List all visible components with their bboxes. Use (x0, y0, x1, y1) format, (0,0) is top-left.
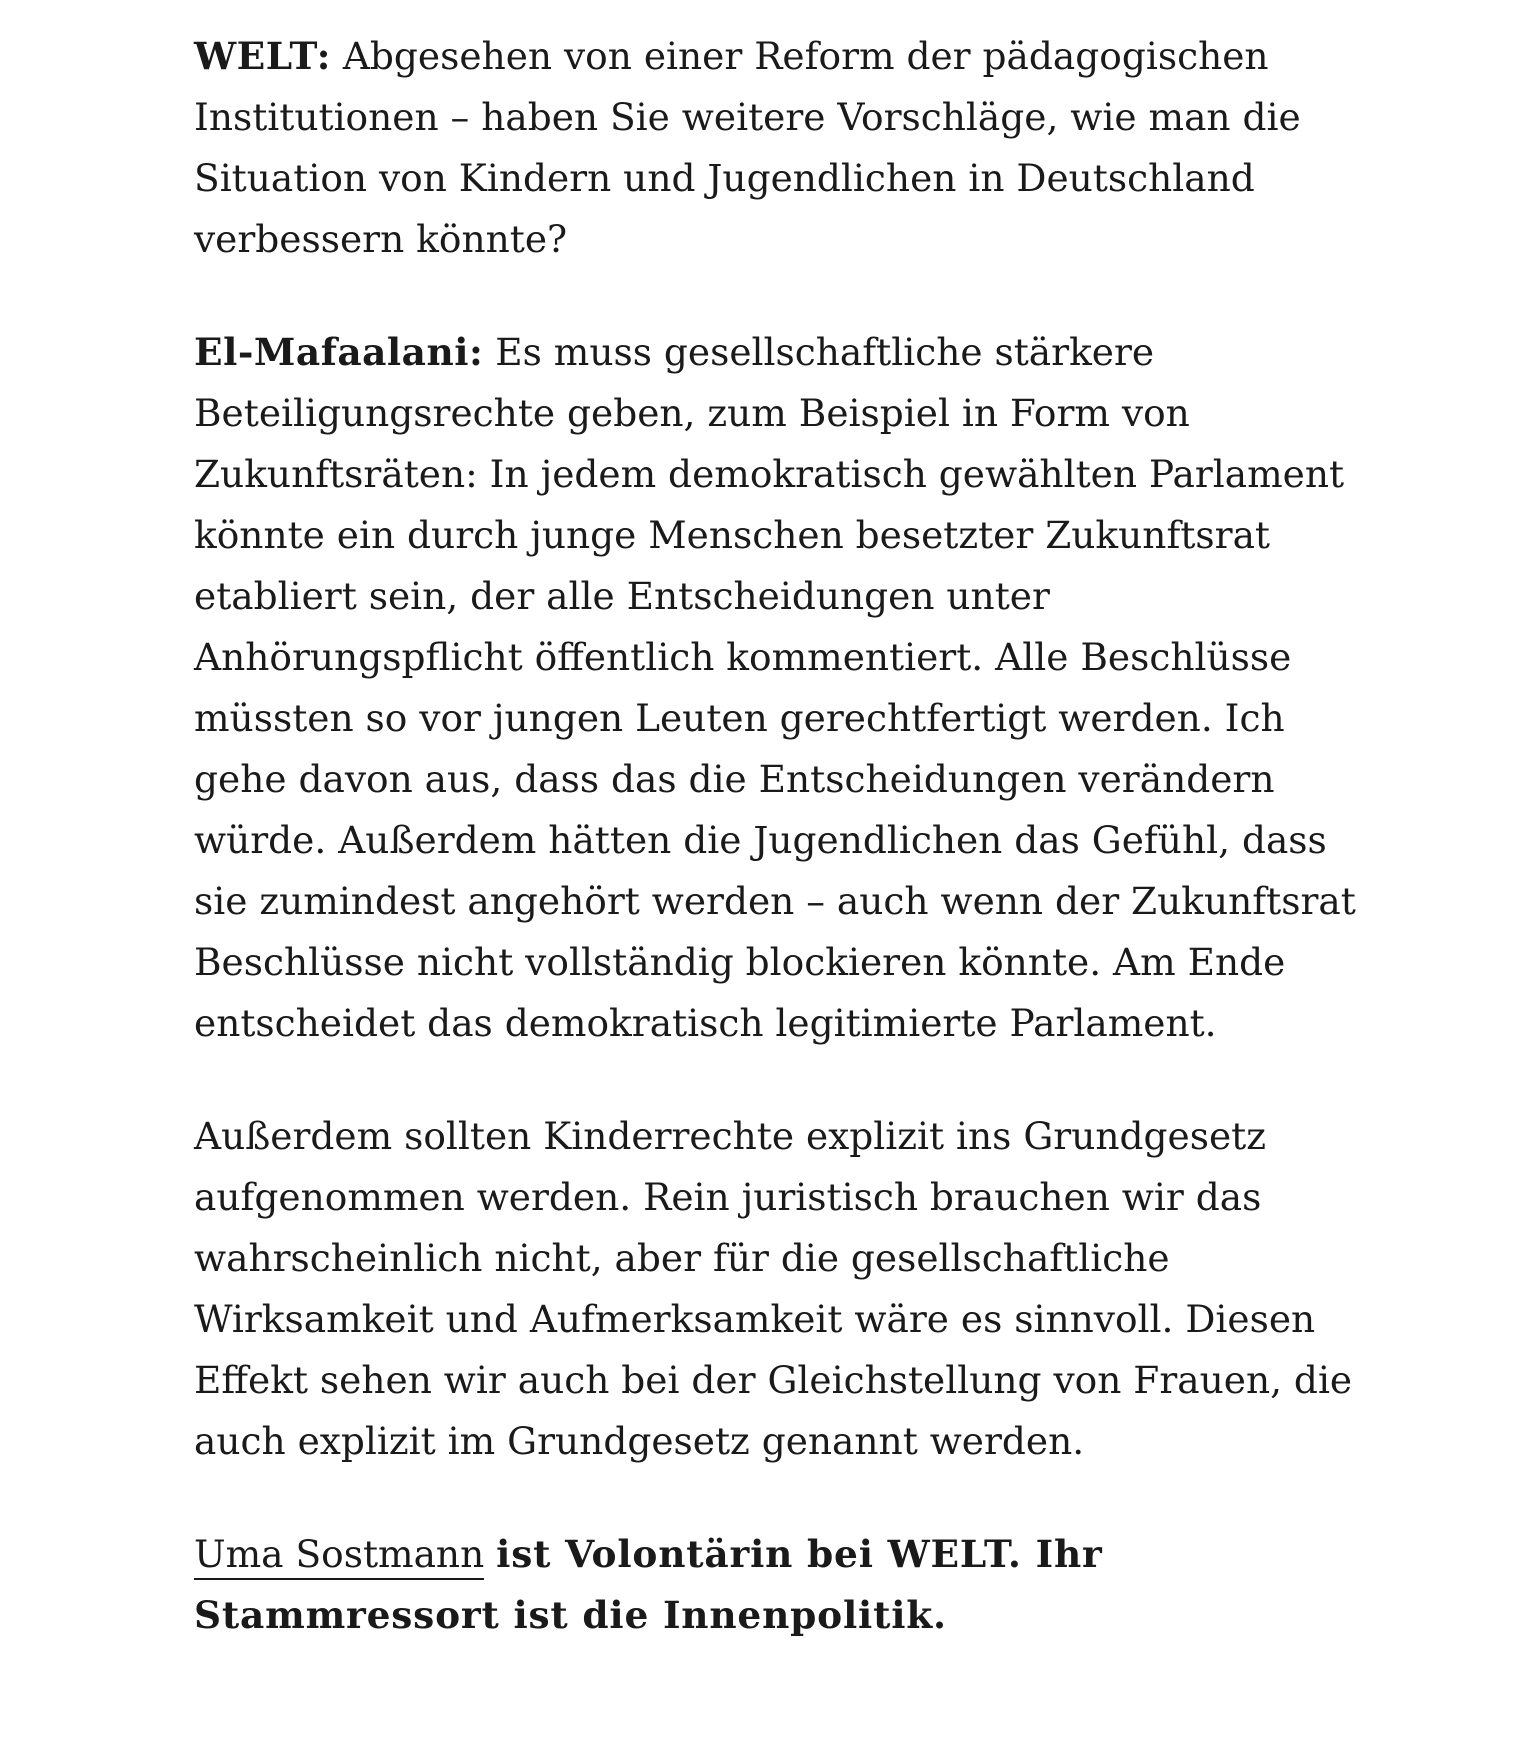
speaker-label: El-Mafaalani: (194, 330, 484, 374)
speaker-label: WELT: (194, 34, 331, 78)
question-text: Abgesehen von einer Reform der pädagogischen Institutionen – haben Sie weitere Vorschläge, wie man die Situation von Kindern und Jugendlichen in Deutschland verbessern könnte? (194, 34, 1301, 261)
article-body (194, 26, 1374, 1698)
interview-question (194, 26, 1374, 270)
answer-text: Es muss gesellschaftliche stärkere Beteiligungsrechte geben, zum Beispiel in Form von Zukunftsräten: In jedem demokratisch gewählten Parlament könnte ein durch junge Menschen besetzter Zukunftsrat etabliert sein, der alle Entscheidungen unter Anhörungspflicht öffentlich kommentiert. Alle Beschlüsse müssten so vor jungen Leuten gerechtfertigt werden. Ich gehe davon aus, dass das die Entscheidungen verändern würde. Außerdem hätten die Jugendlichen das Gefühl, dass sie zumindest angehört werden – auch wenn der Zukunftsrat Beschlüsse nicht vollständig blockieren könnte. Am Ende entscheidet das demokratisch legitimierte Parlament. (194, 330, 1356, 1045)
interview-answer-continued (194, 1106, 1374, 1472)
author-link[interactable]: Uma Sostmann (194, 1532, 484, 1580)
author-note (194, 1524, 1374, 1646)
interview-answer (194, 322, 1374, 1054)
author-bio: ist Volontärin bei WELT. Ihr Stammressort ist die Innenpolitik. (194, 1532, 1103, 1637)
answer-text: Außerdem sollten Kinderrechte explizit ins Grundgesetz aufgenommen werden. Rein juristisch brauchen wir das wahrscheinlich nicht, aber für die gesellschaftliche Wirksamkeit und Aufmerksamkeit wäre es sinnvoll. Diesen Effekt sehen wir auch bei der Gleichstellung von Frauen, die auch explizit im Grundgesetz genannt werden. (194, 1114, 1353, 1463)
